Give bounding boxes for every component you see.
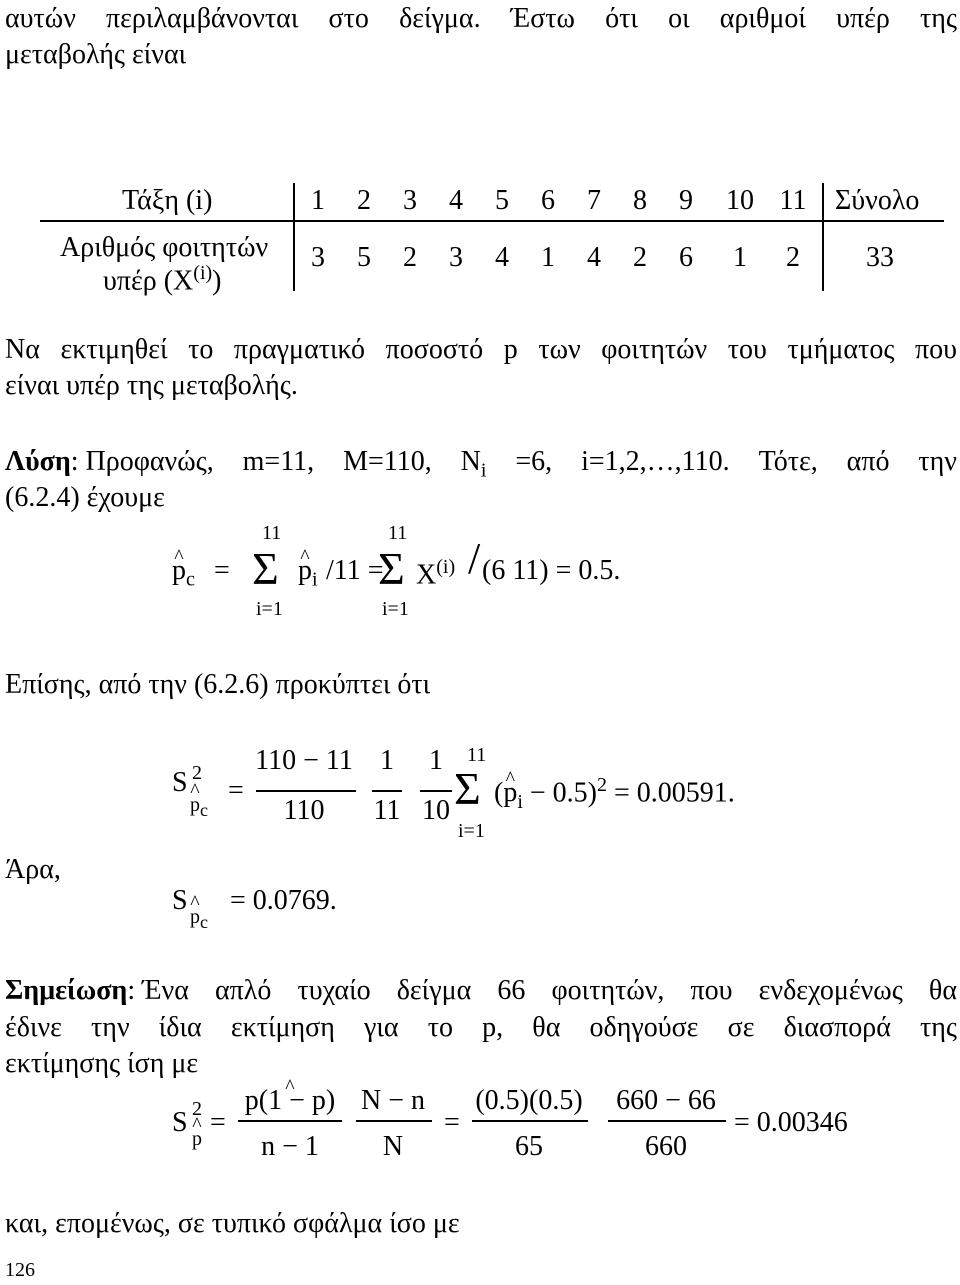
table-vline-left bbox=[293, 183, 295, 291]
intro-word: στο bbox=[328, 3, 369, 34]
table-cell: 4 bbox=[587, 242, 601, 273]
eq1-sum1-upper: 11 bbox=[262, 522, 282, 544]
eq3-value: = 0.0769. bbox=[230, 885, 337, 916]
solution-word: από bbox=[846, 446, 890, 477]
table-cell: 3 bbox=[311, 242, 325, 273]
eq2-num2: 1 bbox=[380, 745, 394, 776]
page-number: 126 bbox=[5, 1259, 35, 1281]
intro-word: αριθμοί bbox=[719, 3, 806, 34]
table-cell: 2 bbox=[403, 242, 417, 273]
also-line: Επίσης, από την (6.2.6) προκύπτει ότι bbox=[5, 669, 431, 700]
eq1-slash: / bbox=[468, 534, 481, 583]
note-line2-word: διασπορά bbox=[783, 1012, 891, 1043]
eq4-den4: 660 bbox=[645, 1131, 687, 1162]
question-word: που bbox=[915, 334, 957, 365]
eq4-num3: (0.5)(0.5) bbox=[475, 1085, 583, 1116]
note-word: φοιτητών, bbox=[551, 975, 665, 1006]
eq1-equals: = bbox=[214, 555, 230, 586]
solution-word: M=110, bbox=[343, 446, 432, 477]
table-cell: 2 bbox=[357, 185, 371, 216]
eq2-sum-lower: i=1 bbox=[458, 820, 485, 842]
table-cell: 8 bbox=[633, 185, 647, 216]
eq4-bar2 bbox=[356, 1120, 432, 1122]
eq4-result: = 0.00346 bbox=[734, 1107, 848, 1138]
eq4-num1: ^ p(1 − p) bbox=[234, 1086, 346, 1116]
eq4-bar1 bbox=[238, 1120, 342, 1122]
eq4-den3: 65 bbox=[515, 1131, 543, 1162]
eq3-sub: ^ $p_c$ bbox=[190, 906, 208, 933]
table-cell: 6 bbox=[679, 242, 693, 273]
solution-word: m=11, bbox=[242, 446, 315, 477]
question-word: Να bbox=[5, 334, 40, 365]
table-cell: 1 bbox=[733, 242, 747, 273]
eq1-pi: ^ $p_i$ bbox=[298, 556, 318, 591]
intro-word: αυτών bbox=[5, 3, 76, 34]
note-word: απλό bbox=[214, 975, 272, 1006]
sigma-2: Σ bbox=[378, 543, 405, 594]
table-vline-right bbox=[822, 183, 824, 291]
eq4-den1: n − 1 bbox=[261, 1131, 319, 1162]
table-total-value: 33 bbox=[866, 242, 894, 273]
table-cell: 9 bbox=[679, 185, 693, 216]
table-cell: 2 bbox=[786, 242, 800, 273]
note-line2-word: της bbox=[920, 1012, 957, 1043]
note-line-2 bbox=[5, 1011, 957, 1045]
note-line2-word: την bbox=[91, 1012, 130, 1043]
note-line2-word: οδηγούσε bbox=[589, 1012, 699, 1043]
table-cell: 5 bbox=[357, 242, 371, 273]
note-line2-word: έδινε bbox=[5, 1012, 62, 1043]
question-word: εκτιμηθεί bbox=[60, 334, 168, 365]
question-word: του bbox=[727, 334, 767, 365]
note-word: τυχαίο bbox=[297, 975, 371, 1006]
note-word: ενδεχομένως bbox=[758, 975, 903, 1006]
solution-word: i=1,2,…,110. bbox=[581, 446, 730, 477]
note-word: θα bbox=[928, 975, 957, 1006]
eq4-equals: = bbox=[210, 1107, 226, 1138]
eq2-sub: ^ $p_c$ bbox=[190, 794, 208, 821]
table-cell: 6 bbox=[541, 185, 555, 216]
eq2-bar3 bbox=[420, 790, 452, 792]
solution-line-2: (6.2.4) έχουμε bbox=[5, 482, 165, 513]
question-line-1 bbox=[5, 333, 957, 367]
intro-word: οι bbox=[668, 3, 690, 34]
eq4-bar3 bbox=[472, 1120, 588, 1122]
eq4-num4: 660 − 66 bbox=[616, 1085, 716, 1116]
solution-label: Λύση bbox=[5, 446, 71, 477]
eq1-sum2-upper: 11 bbox=[388, 522, 408, 544]
eq2-den3: 10 bbox=[422, 795, 450, 826]
question-word: τμήματος bbox=[787, 334, 895, 365]
note-line2-word: ίδια bbox=[158, 1012, 202, 1043]
eq4-den2: N bbox=[382, 1131, 404, 1162]
table-row2-header-line1: Αριθμός φοιτητών bbox=[60, 232, 269, 263]
intro-word: δείγμα. bbox=[399, 3, 481, 34]
note-line2-word: το bbox=[427, 1012, 453, 1043]
table-cell: 1 bbox=[541, 242, 555, 273]
note-line2-word: σε bbox=[727, 1012, 755, 1043]
question-word: πραγματικό bbox=[233, 334, 366, 365]
eq1-sum1-lower: i=1 bbox=[256, 598, 283, 620]
sigma-3: Σ bbox=[454, 763, 481, 814]
eq1-sum2-lower: i=1 bbox=[382, 598, 409, 620]
intro-word: Έστω bbox=[510, 3, 575, 34]
table-total-header: Σύνολο bbox=[835, 185, 920, 216]
question-word: το bbox=[188, 334, 214, 365]
intro-line-2: μεταβολής είναι bbox=[5, 39, 187, 70]
note-line-3: εκτίμησης ίση με bbox=[5, 1048, 199, 1079]
eq2-bar1 bbox=[256, 790, 356, 792]
table-cell: 4 bbox=[495, 242, 509, 273]
table-cell: 11 bbox=[779, 185, 807, 216]
note-line2-word: p, bbox=[482, 1012, 504, 1043]
eq1-pc: ^ $p_c$ bbox=[172, 556, 195, 591]
ni-subscript: i bbox=[480, 459, 487, 482]
note-line-1 bbox=[5, 974, 957, 1008]
eq4-equals2: = bbox=[444, 1107, 460, 1138]
table-row2-header-line2: υπέρ $(X^{(i)})$ bbox=[103, 262, 222, 297]
sigma-1: Σ bbox=[252, 543, 279, 594]
intro-word: της bbox=[919, 3, 957, 34]
question-line-2: είναι υπέρ της μεταβολής. bbox=[5, 370, 298, 401]
question-word: p bbox=[503, 334, 518, 365]
eq4-sub: ^ p bbox=[192, 1128, 202, 1150]
ara-label: Άρα, bbox=[5, 854, 61, 885]
table-cell: 1 bbox=[311, 185, 325, 216]
table-cell: 10 bbox=[726, 185, 754, 216]
question-word: των bbox=[538, 334, 581, 365]
solution-word: : Προφανώς, bbox=[70, 446, 214, 477]
solution-word: Τότε, bbox=[758, 446, 818, 477]
note-label: Σημείωση bbox=[5, 975, 128, 1006]
table-cell: 3 bbox=[403, 185, 417, 216]
table-cell: 2 bbox=[633, 242, 647, 273]
closing-line: και, επομένως, σε τυπικό σφάλμα ίσο με bbox=[5, 1208, 460, 1239]
solution-word: =6, bbox=[515, 446, 553, 477]
eq2-bar2 bbox=[372, 790, 402, 792]
eq4-num2: N − n bbox=[360, 1085, 425, 1116]
note-word: : Ένα bbox=[127, 975, 189, 1006]
eq2-num1: 110 − 11 bbox=[255, 745, 353, 776]
solution-word: την bbox=[918, 446, 957, 477]
note-word: δείγμα bbox=[396, 975, 472, 1006]
eq2-term: (^ $p_i - 0.5)^2 = 0.00591$. bbox=[494, 774, 735, 813]
table-cell: 7 bbox=[587, 185, 601, 216]
question-word: φοιτητών bbox=[601, 334, 708, 365]
eq2-sup2: 2 bbox=[192, 762, 202, 784]
eq2-s: S bbox=[172, 767, 188, 798]
intro-line-1 bbox=[5, 2, 957, 36]
eq4-sup2: 2 bbox=[192, 1098, 202, 1120]
eq2-num3: 1 bbox=[429, 745, 443, 776]
table-cell: 5 bbox=[495, 185, 509, 216]
intro-word: υπέρ bbox=[836, 3, 890, 34]
solution-line-1 bbox=[5, 445, 957, 482]
table-row1-header: Τάξη (i) bbox=[122, 185, 213, 216]
solution-word: N bbox=[460, 446, 481, 477]
question-word: ποσοστό bbox=[385, 334, 484, 365]
eq1-div11: /11 = bbox=[326, 555, 384, 586]
table-hline bbox=[40, 220, 944, 222]
table-cell: 3 bbox=[449, 242, 463, 273]
eq4-s: S bbox=[172, 1107, 188, 1138]
intro-word: περιλαμβάνονται bbox=[106, 3, 299, 34]
note-word: 66 bbox=[497, 975, 526, 1006]
eq4-bar4 bbox=[608, 1120, 726, 1122]
eq1-x: $X^{(i)}$ bbox=[416, 556, 456, 591]
note-word: που bbox=[690, 975, 733, 1006]
note-line2-word: εκτίμηση bbox=[230, 1012, 335, 1043]
eq2-equals: = bbox=[228, 775, 244, 806]
table-cell: 4 bbox=[449, 185, 463, 216]
eq2-den1: 110 bbox=[283, 795, 325, 826]
intro-word: ότι bbox=[605, 3, 638, 34]
note-line2-word: θα bbox=[532, 1012, 561, 1043]
eq2-sum-upper: 11 bbox=[467, 744, 487, 766]
note-line2-word: για bbox=[364, 1012, 399, 1043]
eq3-s: S bbox=[172, 885, 188, 916]
eq1-rest: (6 11) = 0.5. bbox=[482, 555, 621, 586]
eq2-den2: 11 bbox=[373, 795, 401, 826]
